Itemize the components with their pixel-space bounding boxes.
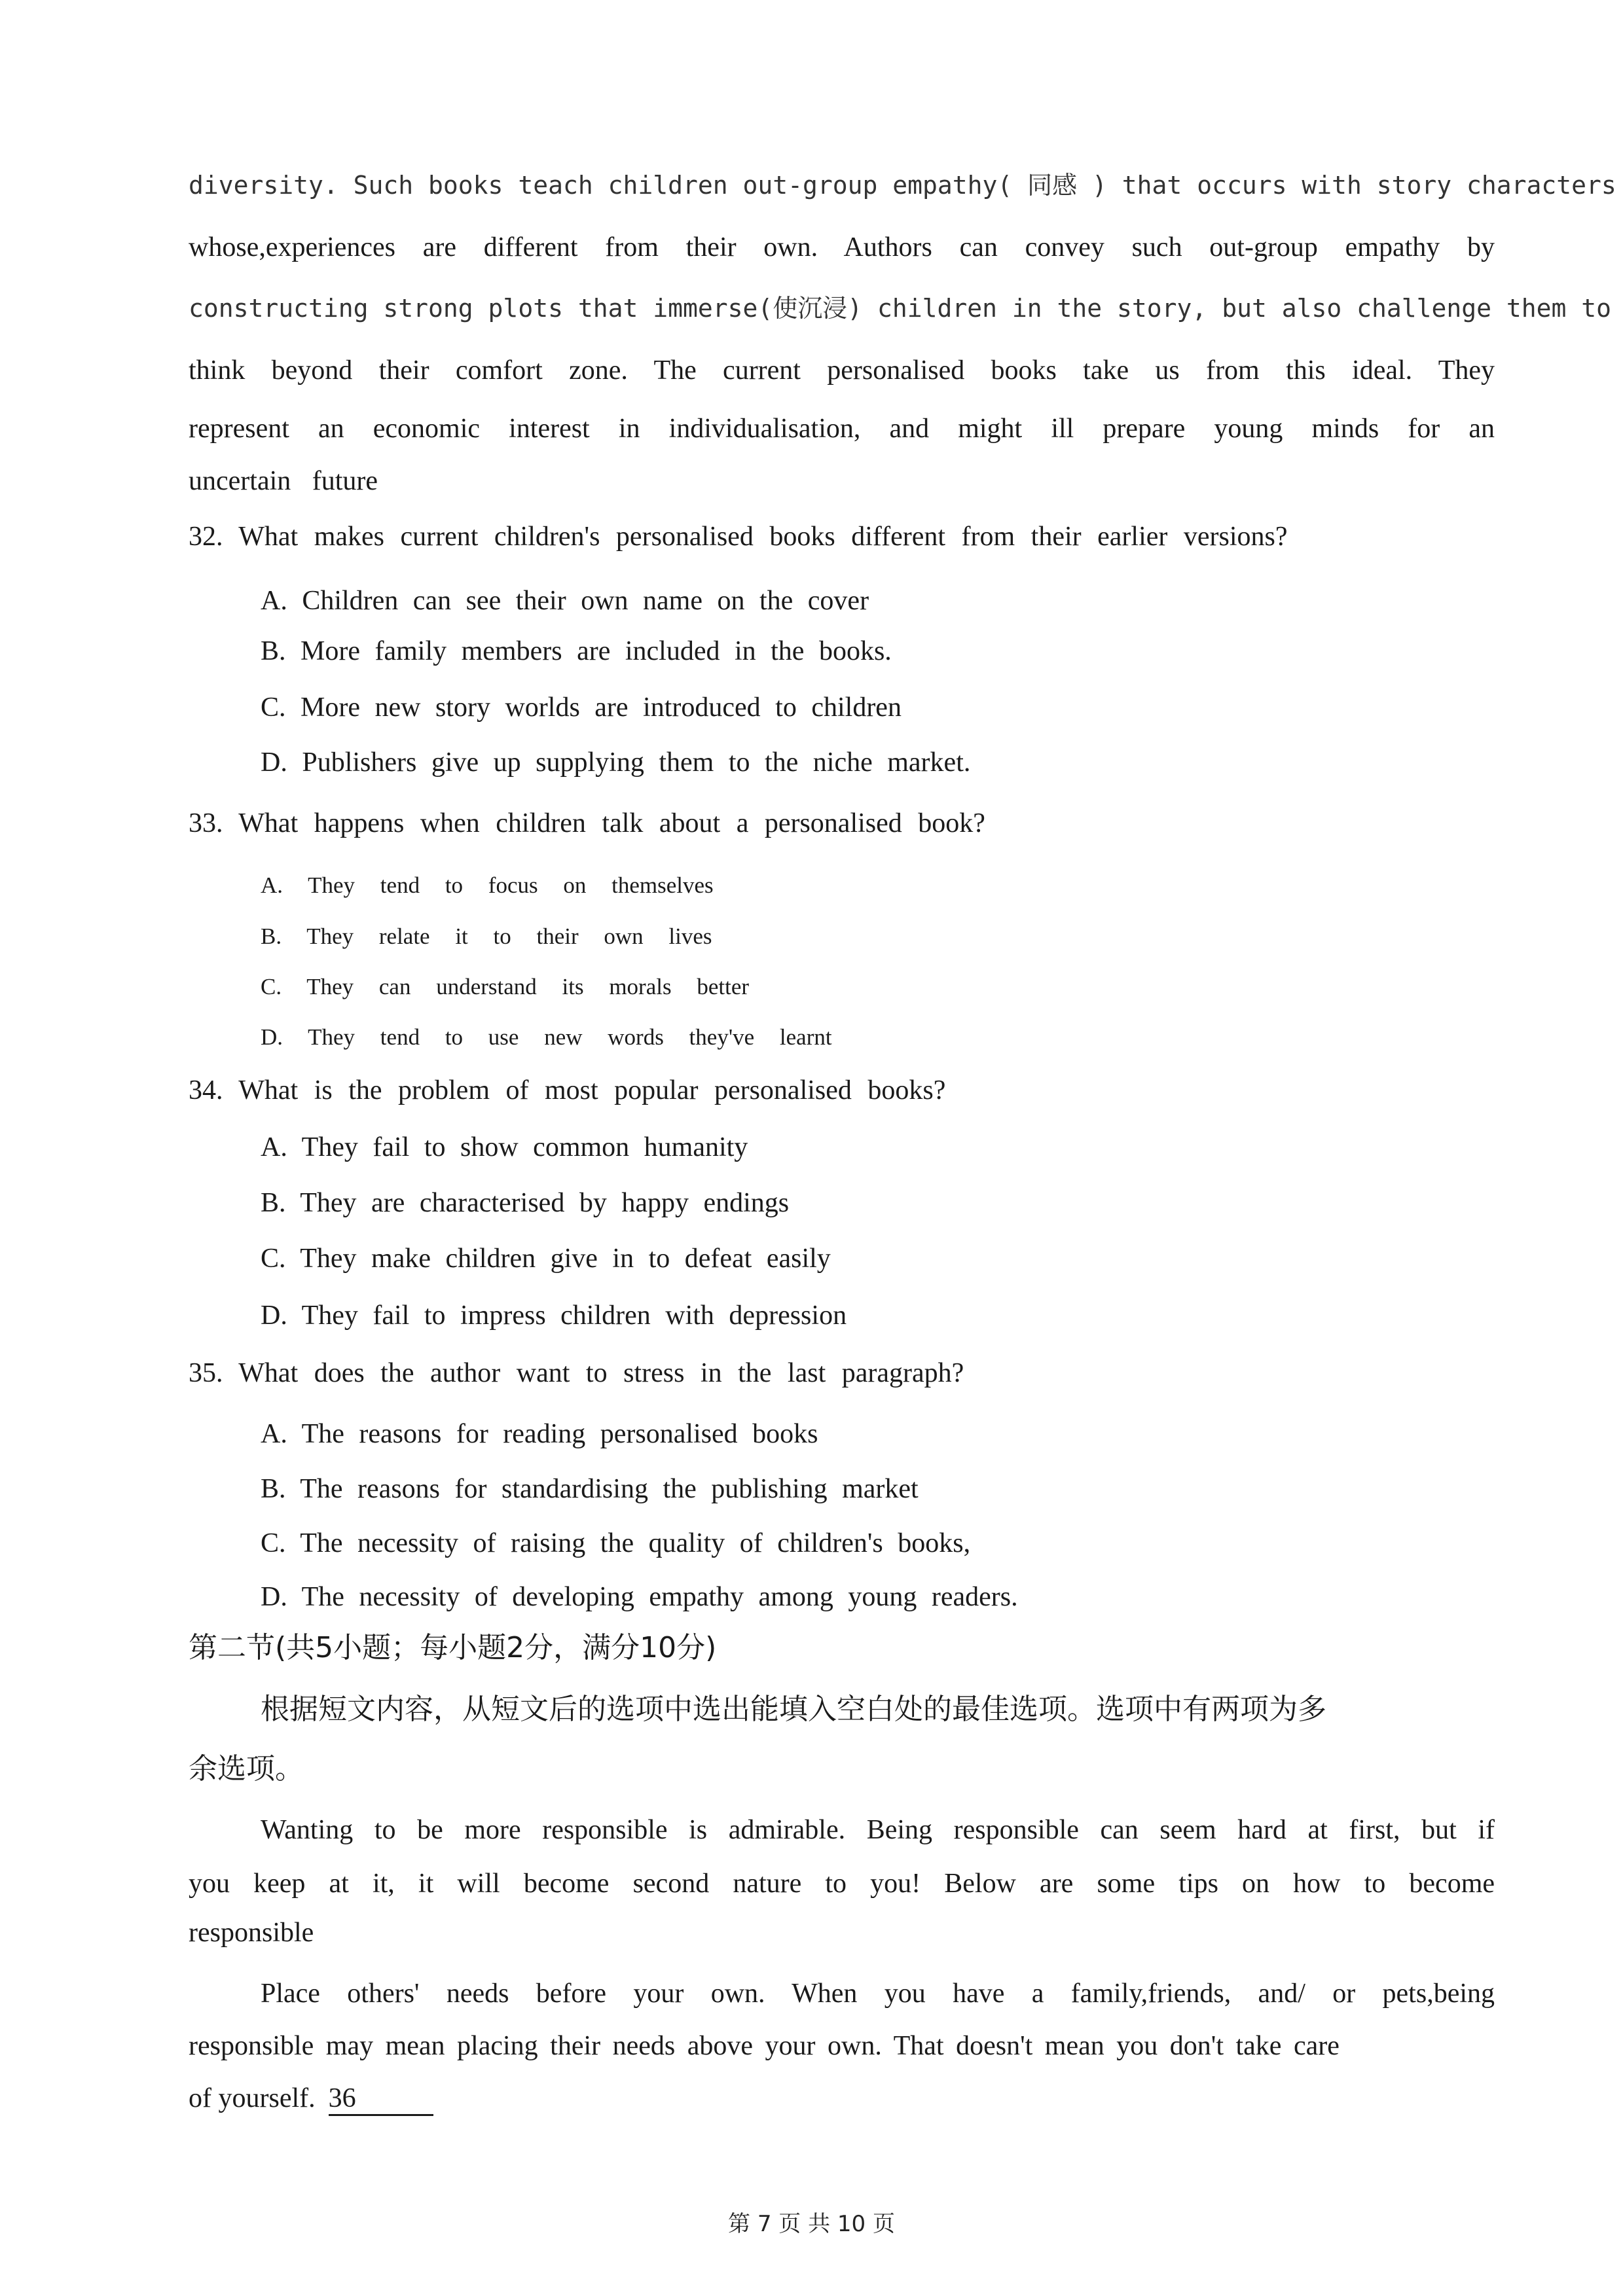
passage-line: whose,experiences are different from their own. Authors can convey such out-group empathy by <box>189 232 1495 262</box>
question-stem: 34. What is the problem of most popular personalised books? <box>189 1075 946 1105</box>
section-heading: 第二节(共5小题；每小题2分，满分10分) <box>189 1631 717 1664</box>
answer-option[interactable]: A. Children can see their own name on the cover <box>261 586 869 616</box>
answer-option[interactable]: D. They fail to impress children with depression <box>261 1300 847 1331</box>
passage-line: constructing strong plots that immerse(使沉浸) children in the story, but also challenge them to <box>189 294 1612 323</box>
answer-blank[interactable]: 36 <box>329 2083 433 2116</box>
answer-option[interactable]: B. They relate it to their own lives <box>261 924 712 949</box>
section-instruction: 余选项。 <box>189 1752 304 1785</box>
passage-line: uncertain future <box>189 466 378 496</box>
passage-line: represent an economic interest in individualisation, and might ill prepare young minds for an <box>189 414 1495 444</box>
page-number: 第 7 页 共 10 页 <box>728 2211 895 2237</box>
answer-option[interactable]: C. They make children give in to defeat easily <box>261 1244 831 1274</box>
passage-line: diversity. Such books teach children out-group empathy( 同感 ) that occurs with story characters <box>189 171 1616 200</box>
cloze-line: responsible may mean placing their needs above your own. That doesn't mean you don't take care <box>189 2031 1340 2061</box>
cloze-line: responsible <box>189 1918 314 1948</box>
answer-option[interactable]: B. More family members are included in the books. <box>261 636 892 666</box>
answer-option[interactable]: D. Publishers give up supplying them to the niche market. <box>261 747 971 778</box>
answer-option[interactable]: D. They tend to use new words they've learnt <box>261 1024 832 1050</box>
answer-option[interactable]: C. The necessity of raising the quality of children's books, <box>261 1528 971 1558</box>
question-stem: 32. What makes current children's personalised books different from their earlier versions? <box>189 522 1288 552</box>
answer-option[interactable]: A. They fail to show common humanity <box>261 1132 748 1162</box>
passage-line: think beyond their comfort zone. The current personalised books take us from this ideal. They <box>189 355 1495 386</box>
cloze-line: you keep at it, it will become second nature to you! Below are some tips on how to become <box>189 1869 1495 1899</box>
question-stem: 35. What does the author want to stress in the last paragraph? <box>189 1358 964 1388</box>
answer-option[interactable]: B. The reasons for standardising the publishing market <box>261 1474 919 1504</box>
page-footer <box>0 2206 1623 2238</box>
cloze-line-last <box>189 2080 1495 2117</box>
answer-option[interactable]: C. More new story worlds are introduced to children <box>261 692 902 723</box>
answer-option[interactable]: A. They tend to focus on themselves <box>261 872 714 898</box>
answer-option[interactable]: D. The necessity of developing empathy among young readers. <box>261 1582 1018 1612</box>
cloze-line: Place others' needs before your own. When you have a family,friends, and/ or pets,being <box>261 1979 1495 2009</box>
question-stem: 33. What happens when children talk about a personalised book? <box>189 808 985 838</box>
cloze-line: Wanting to be more responsible is admirable. Being responsible can seem hard at first, but if <box>261 1815 1495 1845</box>
answer-option[interactable]: C. They can understand its morals better <box>261 974 750 999</box>
answer-option[interactable]: A. The reasons for reading personalised books <box>261 1419 818 1449</box>
cloze-text: of yourself. <box>189 2083 316 2113</box>
answer-option[interactable]: B. They are characterised by happy endings <box>261 1188 790 1218</box>
section-instruction: 根据短文内容，从短文后的选项中选出能填入空白处的最佳选项。选项中有两项为多 <box>261 1693 1326 1726</box>
